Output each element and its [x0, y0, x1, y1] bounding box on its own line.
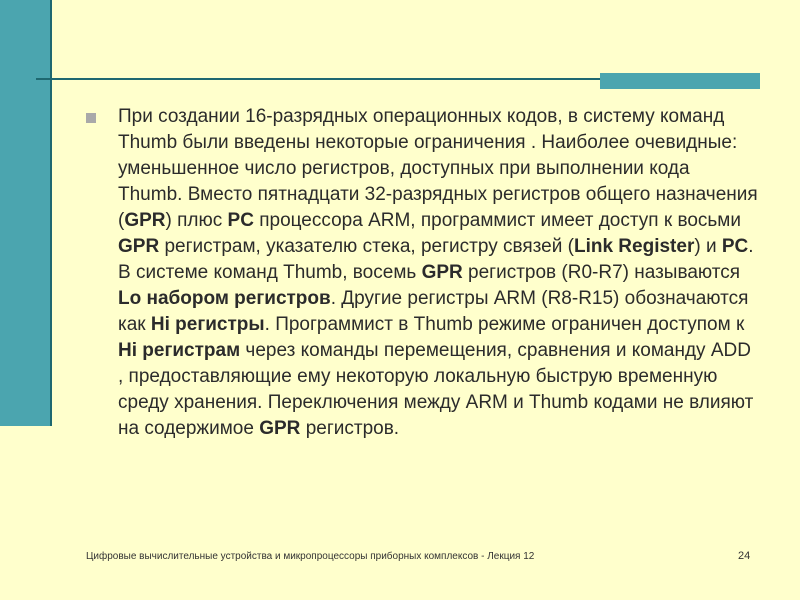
text-segment: регистров (R0-R7) называются [462, 262, 741, 283]
square-bullet-icon [86, 113, 96, 123]
text-segment: . Другие регистры ARM (R8-R15) обозначаются как [118, 288, 749, 335]
text-segment: регистров. [300, 418, 400, 439]
footer-text: Цифровые вычислительные устройства и микропроцессоры приборных комплексов - Лекция 12 [86, 551, 535, 562]
bold-term: Link Register [573, 236, 695, 257]
bold-term: GPR [259, 418, 301, 439]
bold-term: Lo набором регистров [118, 288, 331, 309]
text-segment: . В системе команд Thumb, восемь [118, 236, 754, 283]
bullet-item [86, 104, 766, 442]
bold-term: GPR [421, 262, 463, 283]
bold-term: PC [227, 210, 254, 231]
bold-term: Hi регистры [150, 314, 265, 335]
slide-content [86, 104, 766, 442]
text-segment: ) и [694, 236, 722, 257]
text-segment: регистрам, указателю стека, регистру связей ( [159, 236, 574, 257]
accent-block [600, 73, 760, 89]
text-segment: При создании 16-разрядных операционных кодов, в систему команд Thumb были введены некоторые ограничения . Наиболее очевидные: уменьшенное число регистров, доступных при выполнении кода Thumb. Вместо пятнадцати 32-разрядных регистров общего назначения ( [118, 106, 758, 231]
text-segment: . Программист в Thumb режиме ограничен доступом к [264, 314, 745, 335]
bold-term: Hi регистрам [118, 340, 241, 361]
text-segment: через команды перемещения, сравнения и команду ADD , предоставляющие ему некоторую локальную быструю временную среду хранения. Переключения между ARM и Thumb кодами не влияют на содержимое [118, 340, 754, 439]
bold-term: PC [721, 236, 749, 257]
bold-term: GPR [118, 236, 160, 257]
bullet-paragraph [118, 104, 758, 442]
text-segment: процессора ARM, программист имеет доступ к восьми [253, 210, 741, 231]
bold-term: GPR [124, 210, 166, 231]
page-number: 24 [738, 550, 751, 562]
left-accent-bar [0, 0, 52, 426]
text-segment: ) плюс [165, 210, 228, 231]
